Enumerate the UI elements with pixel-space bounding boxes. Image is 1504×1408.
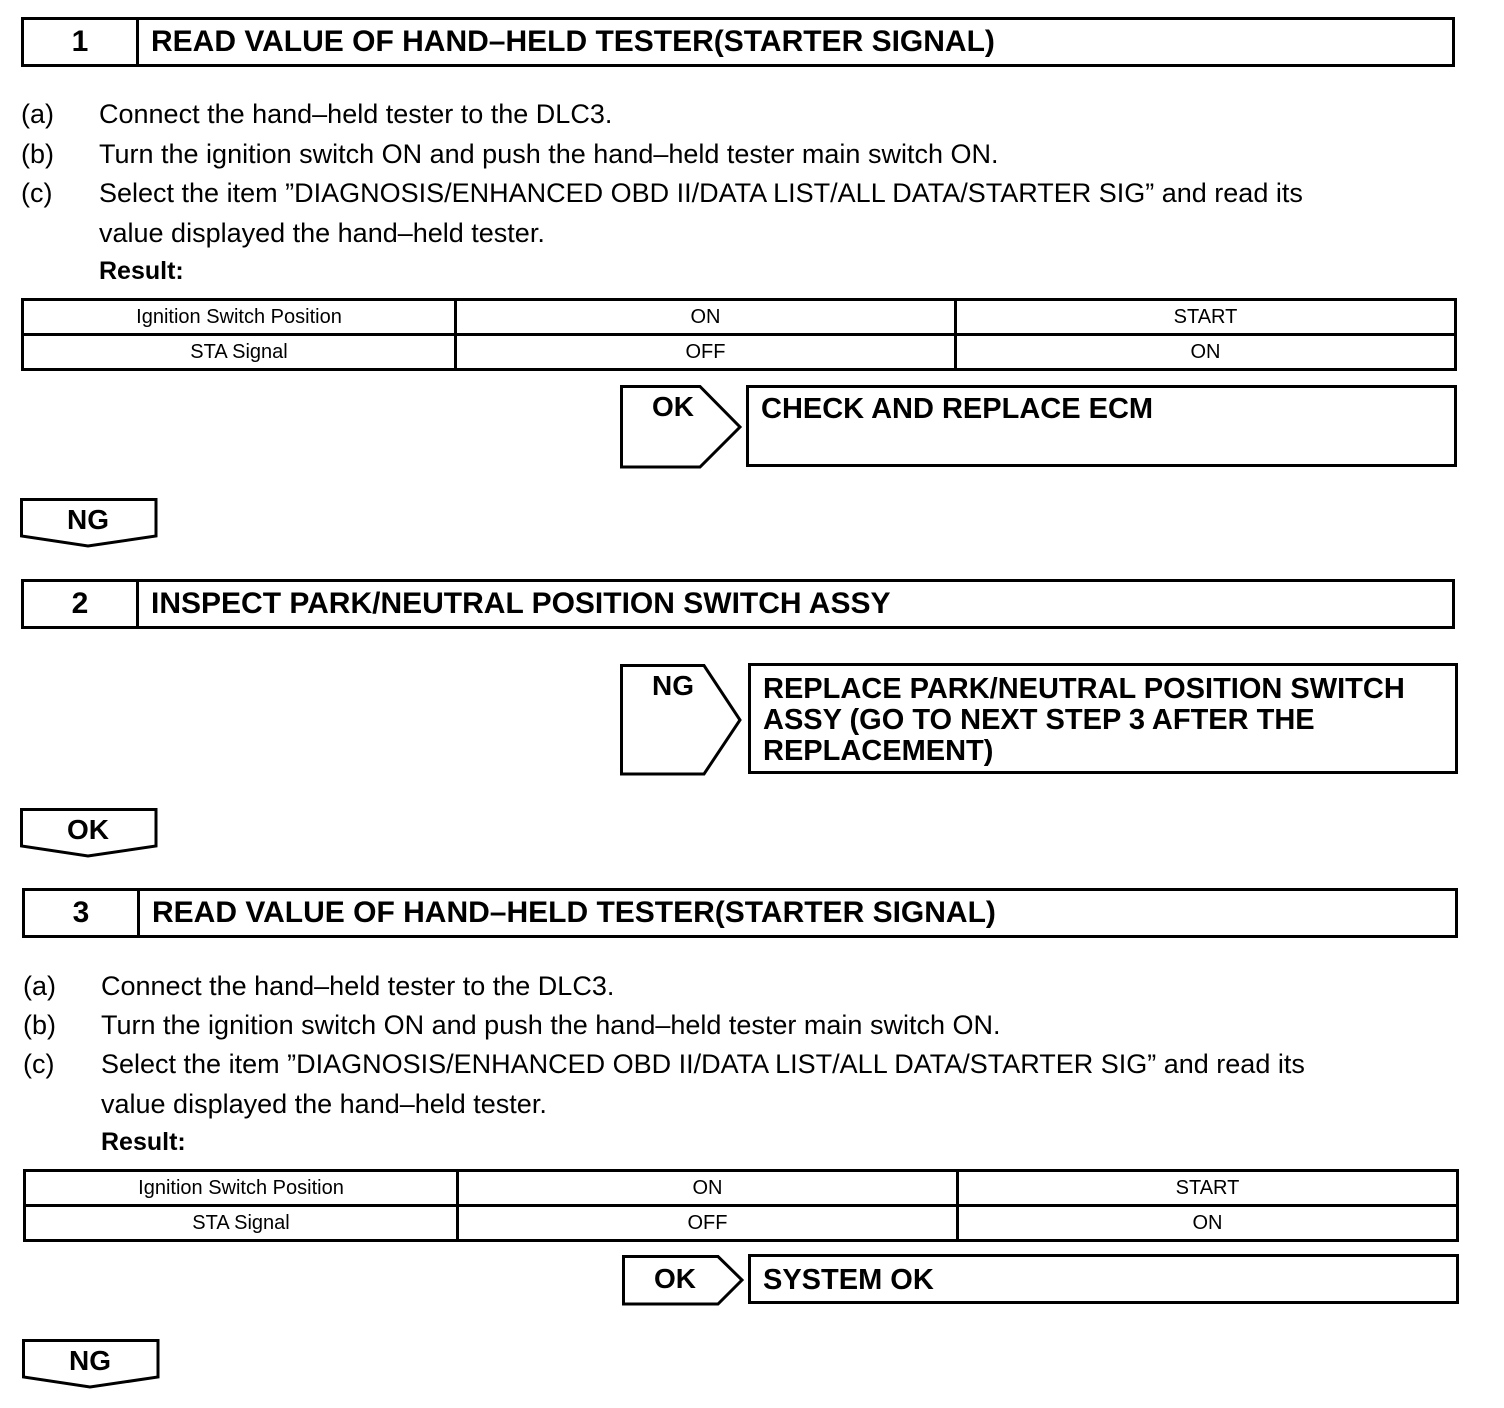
step-number: 2 bbox=[24, 582, 139, 626]
action-text: CHECK AND REPLACE ECM bbox=[761, 393, 1154, 425]
ng-down-tab bbox=[20, 498, 158, 550]
instruction-label: (b) bbox=[23, 1010, 56, 1040]
branch-label: OK bbox=[652, 391, 694, 422]
table-cell: ON bbox=[456, 300, 956, 335]
result-label: Result: bbox=[99, 257, 184, 285]
instruction-text: Connect the hand–held tester to the DLC3. bbox=[99, 99, 613, 129]
step-2-header bbox=[21, 579, 1455, 629]
table-cell: Ignition Switch Position bbox=[25, 1171, 458, 1206]
instruction-text: value displayed the hand–held tester. bbox=[101, 1089, 547, 1119]
instruction-label: (a) bbox=[21, 99, 54, 129]
instruction-label: (c) bbox=[21, 178, 53, 208]
instruction-text: Turn the ignition switch ON and push the hand–held tester main switch ON. bbox=[101, 1010, 1001, 1040]
table-cell: START bbox=[958, 1171, 1458, 1206]
action-text-line: REPLACE PARK/NEUTRAL POSITION SWITCH bbox=[763, 673, 1405, 705]
ok-down-tab bbox=[20, 808, 158, 860]
table-cell: START bbox=[956, 300, 1456, 335]
ok-branch-arrow bbox=[622, 1255, 746, 1307]
table-row bbox=[25, 1171, 1458, 1206]
instruction-text: value displayed the hand–held tester. bbox=[99, 218, 545, 248]
step-title: READ VALUE OF HAND–HELD TESTER(STARTER SIGNAL) bbox=[151, 25, 995, 58]
action-box bbox=[746, 385, 1457, 467]
table-cell: OFF bbox=[456, 335, 956, 370]
ok-branch-arrow bbox=[620, 385, 744, 469]
step-number: 1 bbox=[24, 20, 139, 64]
action-box bbox=[748, 663, 1458, 774]
table-cell: STA Signal bbox=[23, 335, 456, 370]
table-cell: ON bbox=[956, 335, 1456, 370]
down-label: OK bbox=[67, 814, 109, 845]
step-number: 3 bbox=[25, 891, 140, 935]
action-text: SYSTEM OK bbox=[763, 1264, 934, 1296]
table-cell: ON bbox=[958, 1206, 1458, 1241]
action-box bbox=[748, 1254, 1459, 1304]
instruction-text: Turn the ignition switch ON and push the hand–held tester main switch ON. bbox=[99, 139, 999, 169]
instruction-label: (b) bbox=[21, 139, 54, 169]
result-table bbox=[21, 298, 1457, 371]
table-row bbox=[23, 335, 1456, 370]
action-text-line: REPLACEMENT) bbox=[763, 735, 994, 767]
action-text-line: ASSY (GO TO NEXT STEP 3 AFTER THE bbox=[763, 704, 1315, 736]
table-cell: ON bbox=[458, 1171, 958, 1206]
step-title: INSPECT PARK/NEUTRAL POSITION SWITCH ASSY bbox=[151, 587, 891, 620]
table-row bbox=[25, 1206, 1458, 1241]
branch-label: OK bbox=[654, 1263, 696, 1294]
step-title: READ VALUE OF HAND–HELD TESTER(STARTER SIGNAL) bbox=[152, 896, 996, 929]
instruction-label: (c) bbox=[23, 1049, 55, 1079]
instruction-text: Connect the hand–held tester to the DLC3. bbox=[101, 971, 615, 1001]
instruction-text: Select the item ”DIAGNOSIS/ENHANCED OBD II/DATA LIST/ALL DATA/STARTER SIG” and read its bbox=[101, 1049, 1305, 1079]
instruction-text: Select the item ”DIAGNOSIS/ENHANCED OBD II/DATA LIST/ALL DATA/STARTER SIG” and read its bbox=[99, 178, 1303, 208]
result-table bbox=[23, 1169, 1459, 1242]
down-label: NG bbox=[67, 504, 109, 535]
branch-label: NG bbox=[652, 670, 694, 701]
step-1-header bbox=[21, 17, 1455, 67]
ng-down-tab bbox=[22, 1339, 160, 1391]
down-label: NG bbox=[69, 1345, 111, 1376]
table-row bbox=[23, 300, 1456, 335]
result-label: Result: bbox=[101, 1128, 186, 1156]
ng-branch-arrow bbox=[620, 664, 744, 776]
table-cell: Ignition Switch Position bbox=[23, 300, 456, 335]
table-cell: STA Signal bbox=[25, 1206, 458, 1241]
table-cell: OFF bbox=[458, 1206, 958, 1241]
step-3-header bbox=[22, 888, 1458, 938]
instruction-label: (a) bbox=[23, 971, 56, 1001]
